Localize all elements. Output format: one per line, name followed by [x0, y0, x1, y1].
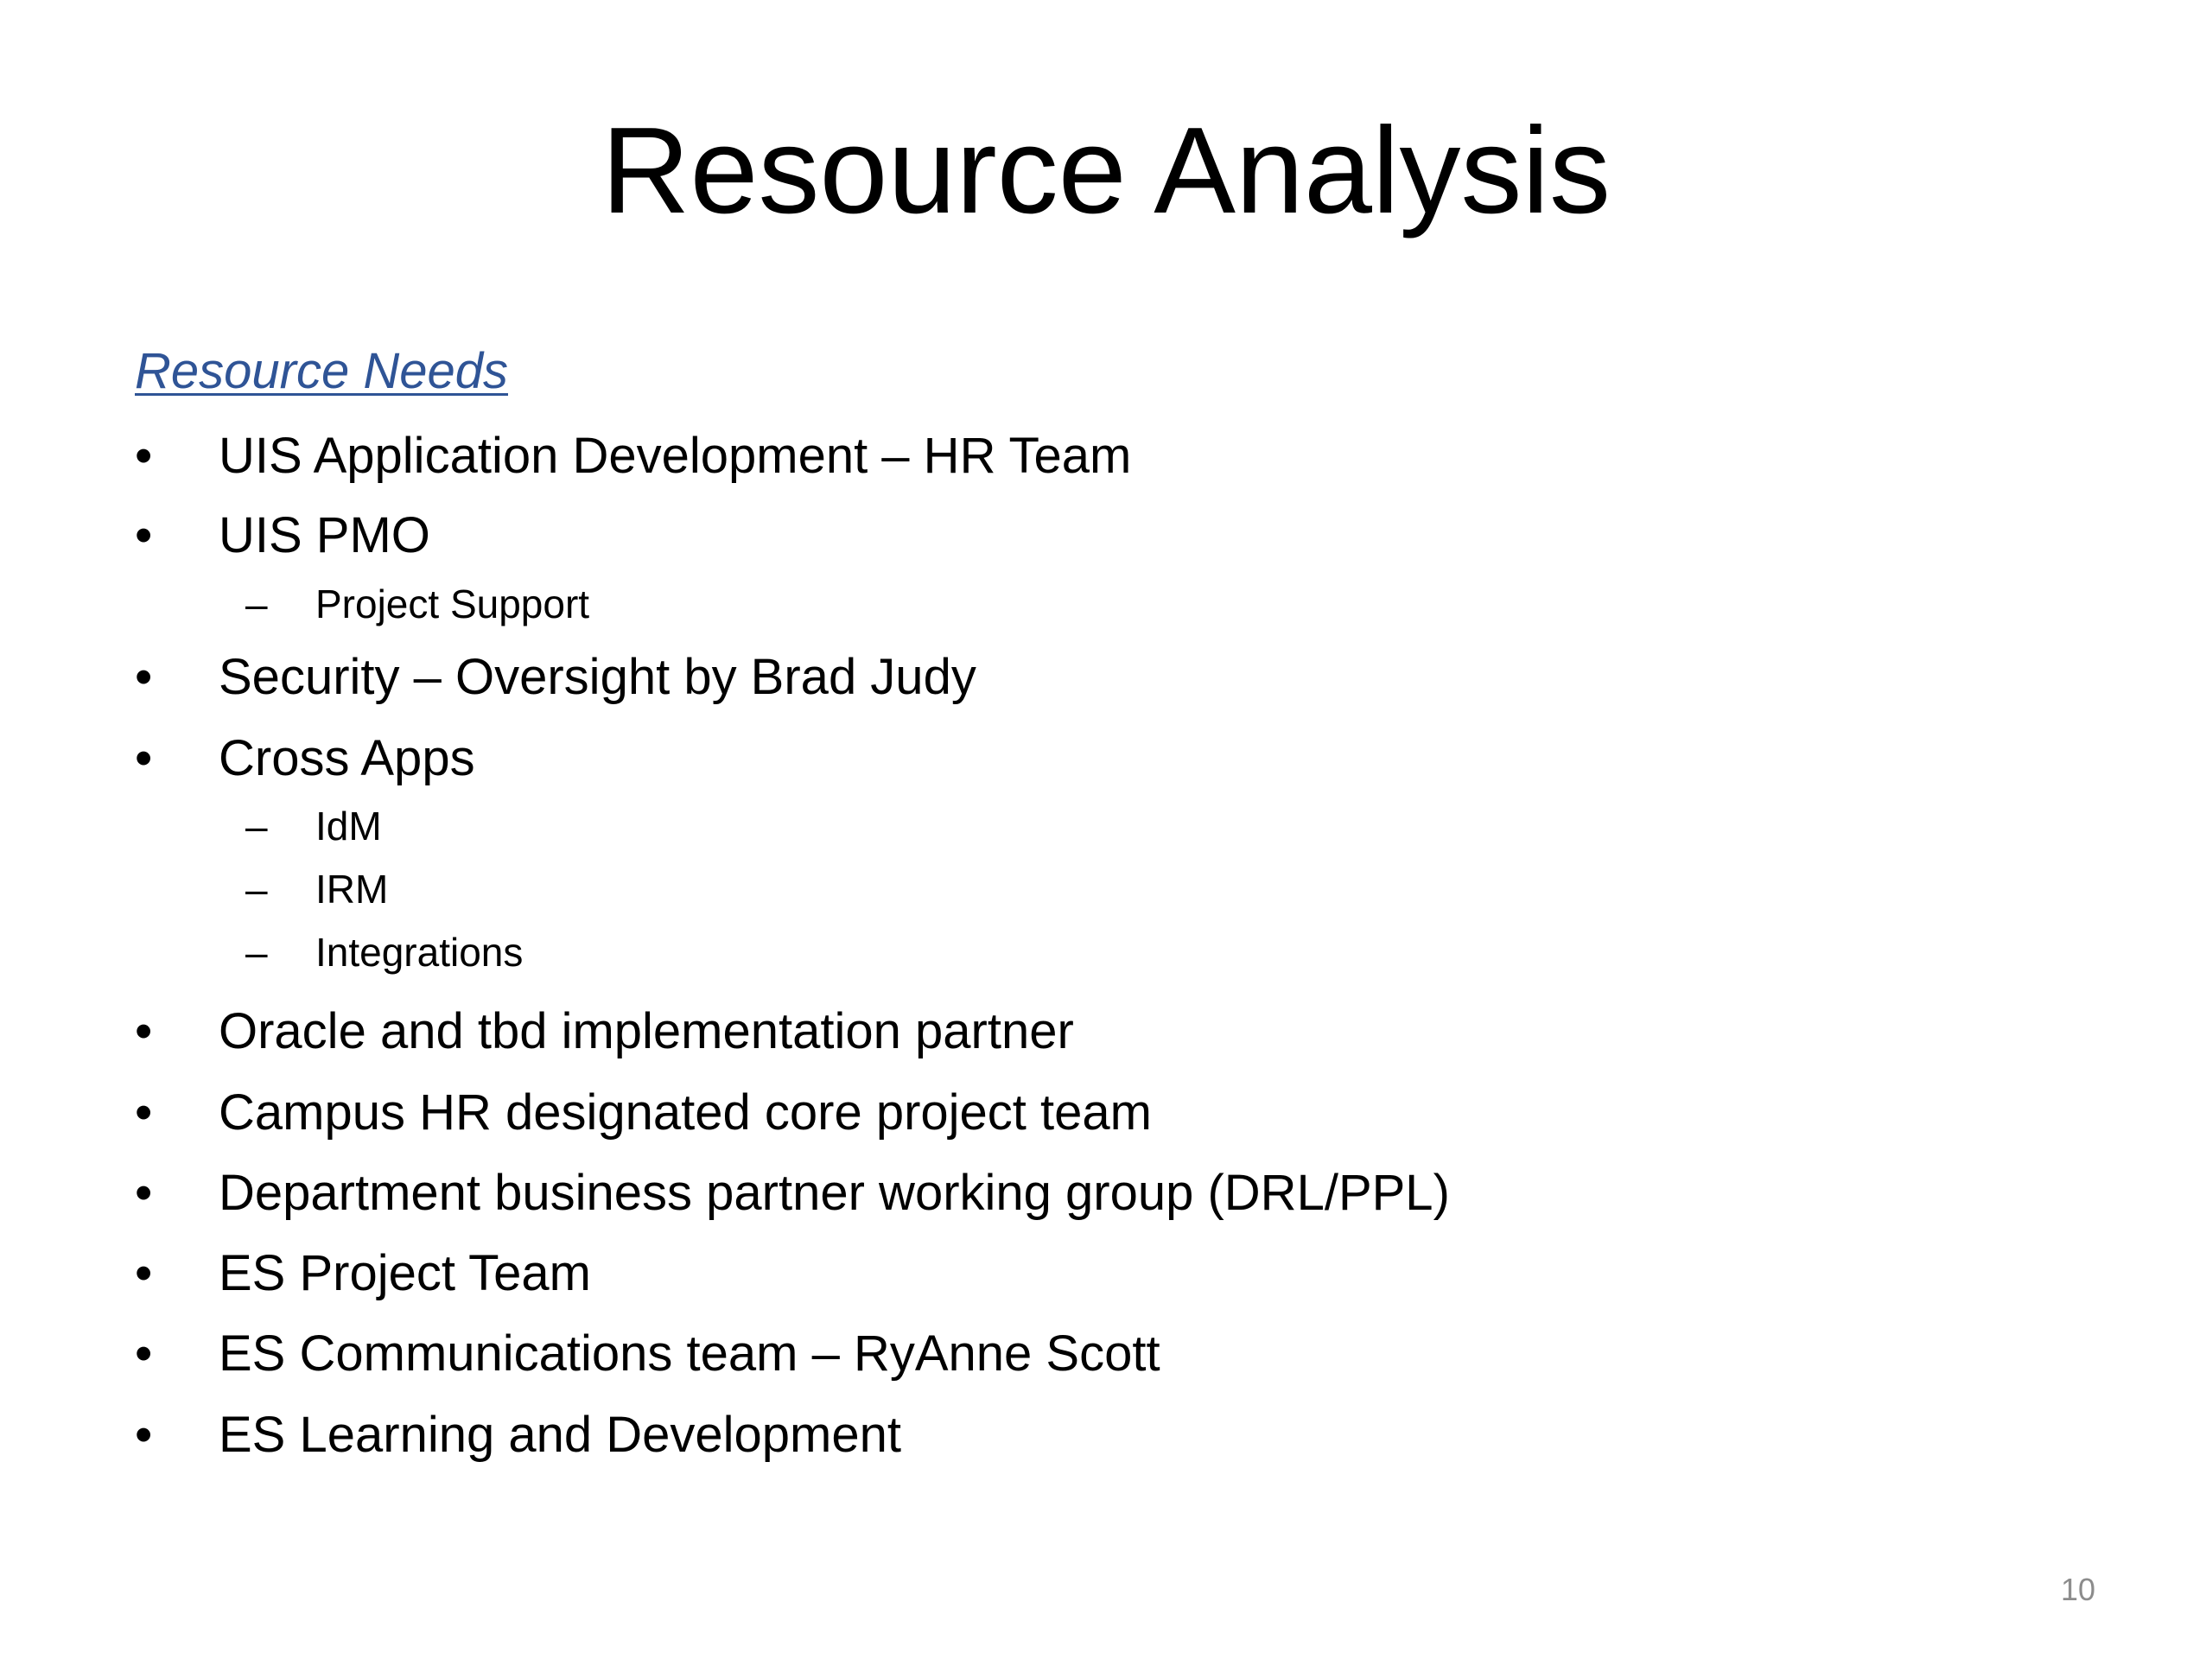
list-item-label: UIS Application Development – HR Team: [219, 428, 1132, 484]
list-item-label: UIS PMO: [219, 507, 430, 563]
list-item-label: Oracle and tbd implementation partner: [219, 1003, 1074, 1059]
bullet-icon: •: [135, 1084, 153, 1141]
list-item-oracle: [0, 997, 1987, 1066]
list-item-label: Security – Oversight by Brad Judy: [219, 649, 976, 705]
list-item-uis-pmo: [0, 501, 1987, 570]
bullet-icon: •: [135, 1245, 153, 1301]
page-number: 10: [2060, 1572, 2096, 1607]
section-heading: Resource Needs: [135, 343, 508, 399]
dash-icon: –: [245, 867, 268, 912]
dash-icon: –: [245, 804, 268, 849]
bullet-icon: •: [135, 507, 153, 563]
list-item-es-communications: [0, 1319, 1987, 1389]
list-item-label: Department business partner working group (DRL/PPL): [219, 1165, 1450, 1221]
sub-item-label: IdM: [315, 804, 382, 849]
list-item-es-learning: [0, 1401, 1987, 1470]
list-item-label: Campus HR designated core project team: [219, 1084, 1152, 1141]
list-item-campus-hr: [0, 1078, 1987, 1147]
sub-item-project-support: [0, 578, 1987, 630]
sub-item-irm: [0, 863, 1987, 915]
bullet-icon: •: [135, 1325, 153, 1382]
list-item-label: ES Project Team: [219, 1245, 591, 1301]
dash-icon: –: [245, 930, 268, 975]
sub-item-label: Integrations: [315, 930, 524, 975]
sub-item-idm: [0, 800, 1987, 852]
sub-item-label: Project Support: [315, 582, 590, 626]
list-item-security: [0, 643, 1987, 712]
list-item-label: ES Learning and Development: [219, 1407, 901, 1463]
list-item-cross-apps: [0, 724, 1987, 793]
dash-icon: –: [245, 582, 268, 626]
bullet-icon: •: [135, 730, 153, 786]
bullet-icon: •: [135, 1165, 153, 1221]
bullet-icon: •: [135, 649, 153, 705]
sub-item-integrations: [0, 926, 1987, 978]
list-item-label: ES Communications team – RyAnne Scott: [219, 1325, 1160, 1382]
sub-item-label: IRM: [315, 867, 389, 912]
list-item-label: Cross Apps: [219, 730, 475, 786]
bullet-icon: •: [135, 1407, 153, 1463]
slide-title: Resource Analysis: [601, 102, 1611, 239]
bullet-icon: •: [135, 428, 153, 484]
list-item-es-project-team: [0, 1239, 1987, 1308]
list-item-uis-app-dev: [0, 422, 1987, 491]
list-item-department-partner: [0, 1159, 1987, 1228]
bullet-icon: •: [135, 1003, 153, 1059]
